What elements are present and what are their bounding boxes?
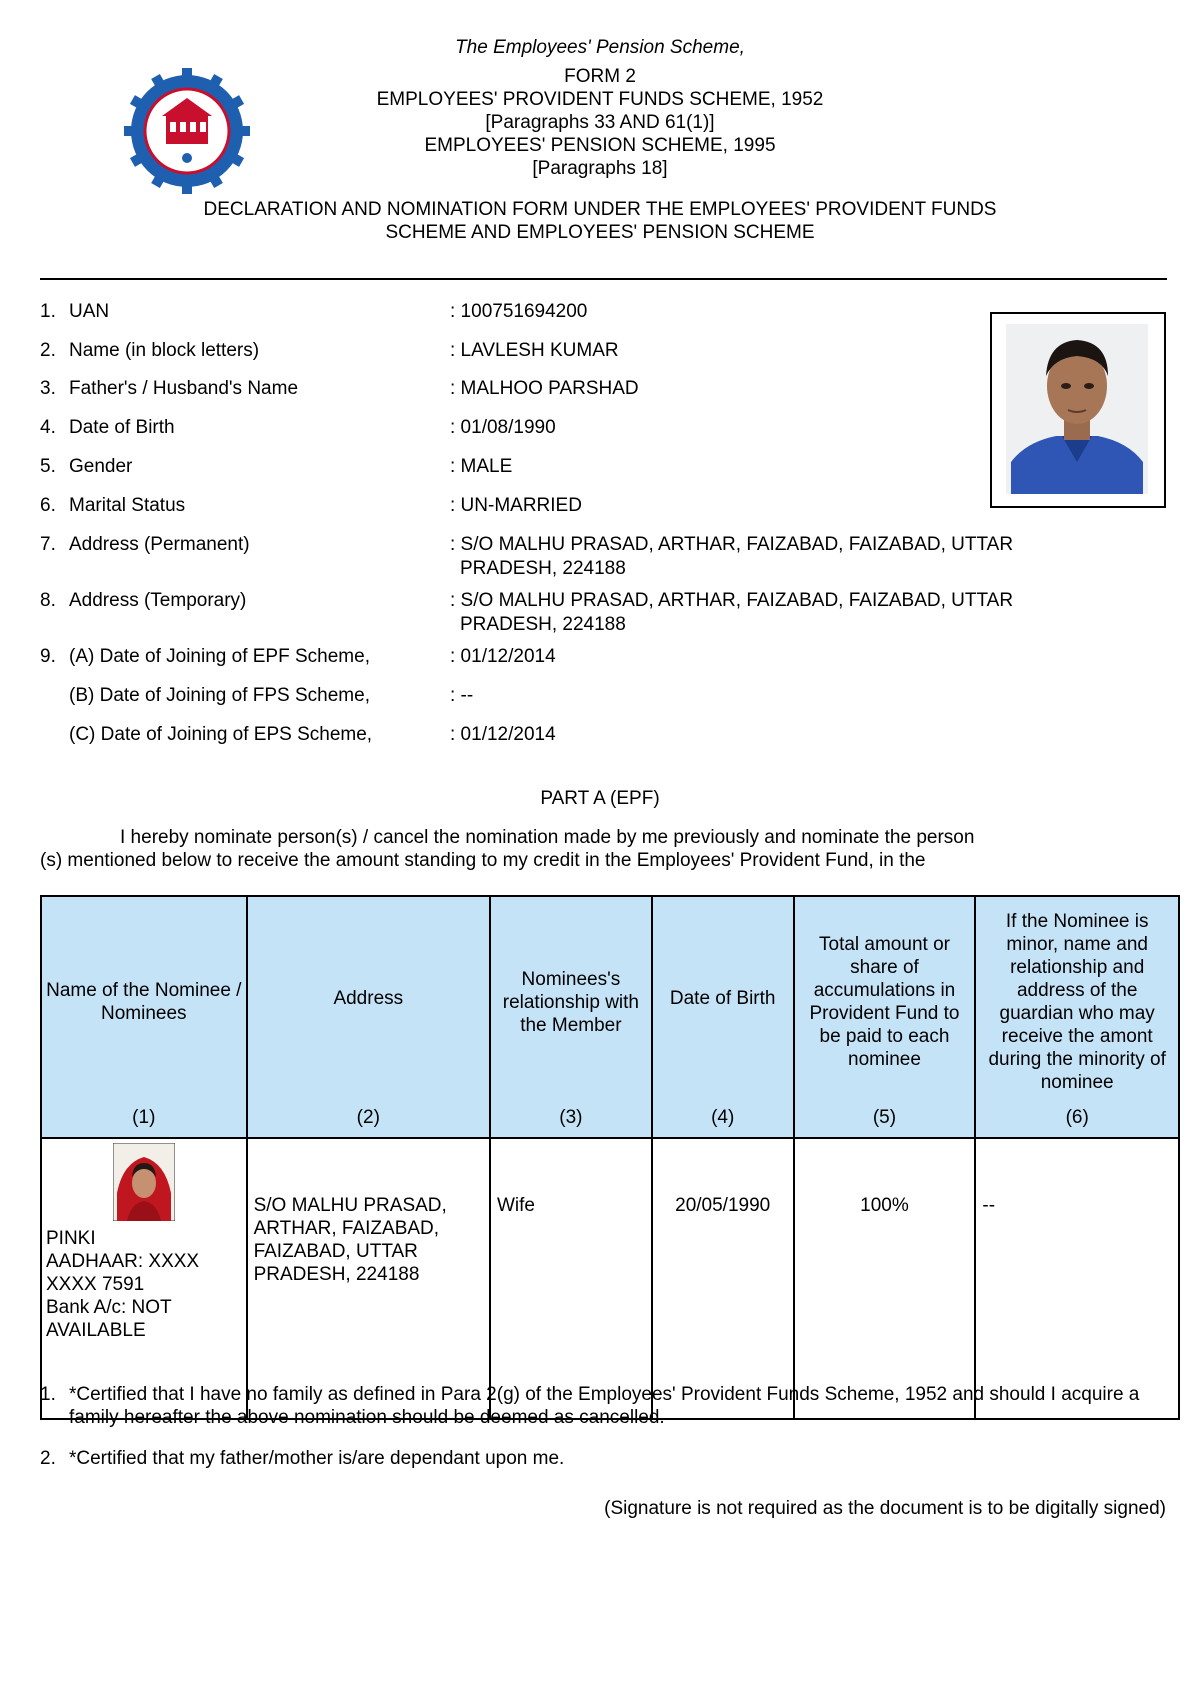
field-value: : 100751694200	[450, 301, 588, 322]
field-label: UAN	[69, 301, 110, 322]
address-line-1: : S/O MALHU PRASAD, ARTHAR, FAIZABAD, FAIZABAD, UTTAR	[450, 590, 1014, 611]
field-label: Gender	[69, 456, 133, 477]
field-value	[450, 589, 1100, 637]
column-number: (6)	[1065, 1107, 1089, 1128]
column-header	[490, 896, 652, 1138]
paragraphs-1: [Paragraphs 33 AND 61(1)]	[485, 112, 715, 133]
column-number: (3)	[559, 1107, 583, 1128]
signature-note: (Signature is not required as the document is to be digitally signed)	[604, 1498, 1166, 1519]
nominee-name-cell	[41, 1138, 247, 1419]
column-header-text: Date of Birth	[669, 988, 776, 1009]
column-header	[41, 896, 247, 1138]
address-line-2: PRADESH, 224188	[460, 614, 626, 635]
field-label: Father's / Husband's Name	[69, 378, 299, 399]
column-header-text: Address	[333, 988, 404, 1009]
column-number: (2)	[356, 1107, 380, 1128]
column-header-text: If the Nominee is minor, name and relationship and address of the guardian who may receive the amont during the minority of nominee	[988, 911, 1166, 1093]
field-label: Date of Birth	[69, 417, 175, 438]
form-title-line2: SCHEME AND EMPLOYEES' PENSION SCHEME	[385, 222, 815, 243]
form-number: FORM 2	[564, 66, 636, 87]
nominee-address: S/O MALHU PRASAD, ARTHAR, FAIZABAD, FAIZABAD, UTTAR PRADESH, 224188	[253, 1195, 447, 1285]
scheme-italic-heading: The Employees' Pension Scheme,	[455, 37, 745, 58]
footnote-text: *Certified that I have no family as defined in Para 2(g) of the Employees' Provident Funds Scheme, 1952 and should I acquire a family hereafter the above nomination should be deemed as cancelled.	[69, 1384, 1140, 1428]
epf-scheme-heading: EMPLOYEES' PROVIDENT FUNDS SCHEME, 1952	[376, 89, 824, 110]
field-label: (C) Date of Joining of EPS Scheme,	[69, 724, 373, 745]
nominee-relationship: Wife	[497, 1195, 535, 1216]
nominee-dob: 20/05/1990	[675, 1195, 771, 1216]
column-header-text: Total amount or share of accumulations in Provident Fund to be paid to each nominee	[809, 934, 960, 1070]
nomination-paragraph	[40, 826, 1160, 872]
field-number: 3.	[40, 378, 56, 399]
footnote-text: *Certified that my father/mother is/are dependant upon me.	[69, 1448, 565, 1469]
column-header	[794, 896, 976, 1138]
nominee-guardian-cell	[975, 1138, 1179, 1419]
nominee-photo-image	[113, 1143, 175, 1221]
column-header-text: Name of the Nominee / Nominees	[46, 980, 242, 1024]
address-line-2: PRADESH, 224188	[460, 558, 626, 579]
field-label: Marital Status	[69, 495, 186, 516]
header-divider	[40, 278, 1167, 280]
nominee-aadhaar: AADHAAR: XXXX XXXX 7591	[46, 1251, 200, 1295]
nominee-bank: Bank A/c: NOT AVAILABLE	[46, 1297, 172, 1341]
footnote-number: 2.	[40, 1448, 56, 1469]
paragraph-line-2: (s) mentioned below to receive the amount standing to my credit in the Employees' Provident Fund, in the	[40, 850, 926, 871]
epfo-logo-icon	[124, 68, 250, 194]
nominee-address-cell	[247, 1138, 490, 1419]
form-title-line1: DECLARATION AND NOMINATION FORM UNDER THE EMPLOYEES' PROVIDENT FUNDS	[203, 199, 997, 220]
eps-scheme-heading: EMPLOYEES' PENSION SCHEME, 1995	[424, 135, 776, 156]
address-line-1: : S/O MALHU PRASAD, ARTHAR, FAIZABAD, FAIZABAD, UTTAR	[450, 534, 1014, 555]
column-number: (1)	[132, 1107, 156, 1128]
nominee-share-cell	[794, 1138, 976, 1419]
field-number: 1.	[40, 301, 56, 322]
nominee-table	[40, 895, 1180, 1420]
field-value: : MALHOO PARSHAD	[450, 378, 639, 399]
certification-notes	[40, 1383, 1170, 1488]
field-value: : MALE	[450, 456, 513, 477]
field-value: : --	[450, 685, 474, 706]
nominee-photo	[46, 1143, 242, 1227]
field-number: 9.	[40, 646, 56, 667]
nominee-share: 100%	[860, 1195, 909, 1216]
field-label: Address (Temporary)	[69, 590, 247, 611]
field-number: 2.	[40, 340, 56, 361]
field-value: : 01/08/1990	[450, 417, 556, 438]
field-label: (B) Date of Joining of FPS Scheme,	[69, 685, 370, 706]
field-number: 7.	[40, 534, 56, 555]
field-value	[450, 533, 1100, 581]
nominee-dob-cell	[652, 1138, 794, 1419]
field-number: 5.	[40, 456, 56, 477]
field-label: (A) Date of Joining of EPF Scheme,	[69, 646, 370, 667]
paragraph-line-1: I hereby nominate person(s) / cancel the nomination made by me previously and nominate the person	[120, 827, 975, 848]
field-value: : 01/12/2014	[450, 646, 556, 667]
column-number: (5)	[872, 1107, 897, 1128]
footnote-item	[40, 1447, 1170, 1470]
footnote-item	[40, 1383, 1170, 1429]
column-number: (4)	[711, 1107, 735, 1128]
part-a-title: PART A (EPF)	[540, 788, 660, 809]
field-value: : 01/12/2014	[450, 724, 556, 745]
field-value: : UN-MARRIED	[450, 495, 582, 516]
field-number: 8.	[40, 590, 56, 611]
field-label: Address (Permanent)	[69, 534, 250, 555]
column-header	[975, 896, 1179, 1138]
column-header	[247, 896, 490, 1138]
paragraphs-2: [Paragraphs 18]	[532, 158, 668, 179]
nominee-guardian: --	[982, 1195, 996, 1216]
field-label: Name (in block letters)	[69, 340, 260, 361]
field-number: 6.	[40, 495, 56, 516]
field-value: : LAVLESH KUMAR	[450, 340, 619, 361]
table-header-row	[41, 896, 1179, 1138]
footnote-number: 1.	[40, 1384, 56, 1405]
nominee-name: PINKI	[46, 1228, 96, 1249]
table-row	[41, 1138, 1179, 1419]
column-header-text: Nominees's relationship with the Member	[502, 968, 639, 1036]
column-header	[652, 896, 794, 1138]
field-number: 4.	[40, 417, 56, 438]
nominee-relationship-cell	[490, 1138, 652, 1419]
